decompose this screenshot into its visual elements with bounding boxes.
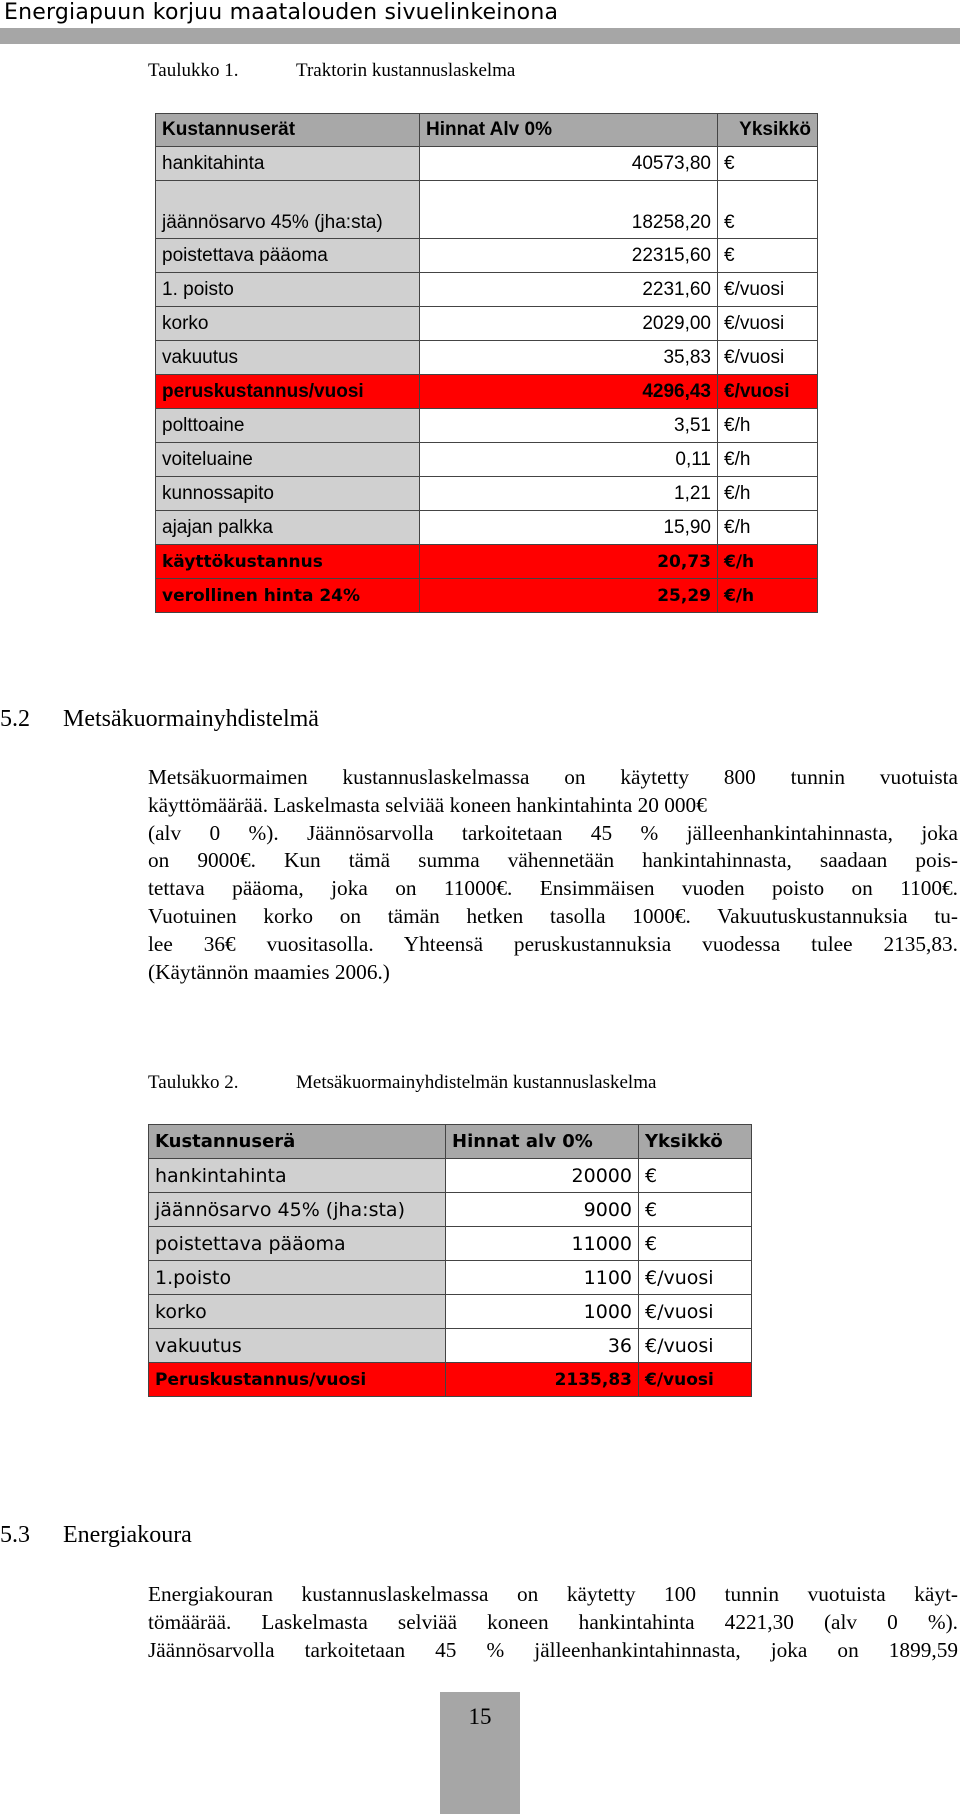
row-name: voiteluaine xyxy=(156,443,420,477)
table1-caption xyxy=(148,60,515,82)
header-bar xyxy=(0,28,960,44)
row-name: käyttökustannus xyxy=(156,545,420,579)
table-row xyxy=(156,181,818,239)
row-value: 2029,00 xyxy=(420,307,718,341)
table-row xyxy=(149,1261,752,1295)
table-row-highlight xyxy=(156,375,818,409)
row-unit: €/h xyxy=(718,443,818,477)
tractor-cost-table xyxy=(155,113,818,613)
table1-caption-text: Traktorin kustannuslaskelma xyxy=(296,60,516,81)
paragraph-line: Metsäkuormaimen kustannuslaskelmassa on käytetty 800 tunnin vuotuista xyxy=(148,765,958,789)
row-name: vakuutus xyxy=(156,341,420,375)
section-5-3-paragraph xyxy=(148,1581,958,1664)
table-row-highlight xyxy=(156,579,818,613)
table-row xyxy=(156,511,818,545)
row-value: 2135,83 xyxy=(446,1363,639,1397)
table-header-row xyxy=(149,1125,752,1159)
table-row xyxy=(149,1193,752,1227)
row-unit: €/vuosi xyxy=(718,341,818,375)
section-title: Energiakoura xyxy=(63,1522,192,1548)
paragraph-line: (Käytännön maamies 2006.) xyxy=(148,959,390,984)
row-name: kunnossapito xyxy=(156,477,420,511)
row-value: 1,21 xyxy=(420,477,718,511)
row-unit: € xyxy=(718,181,818,239)
row-unit: €/vuosi xyxy=(639,1295,752,1329)
row-name: korko xyxy=(149,1295,446,1329)
table2-caption-text: Metsäkuormainyhdistelmän kustannuslaskelma xyxy=(296,1072,657,1093)
row-value: 22315,60 xyxy=(420,239,718,273)
row-unit: €/vuosi xyxy=(718,273,818,307)
header-unit: Yksikkö xyxy=(718,114,818,147)
section-5-3-heading xyxy=(0,1522,192,1549)
row-value: 1000 xyxy=(446,1295,639,1329)
page-number-box xyxy=(440,1692,520,1814)
paragraph-line: on 9000€. Kun tämä summa vähennetään hankintahinnasta, saadaan pois- xyxy=(148,848,958,873)
row-name: poistettava pääoma xyxy=(149,1227,446,1261)
table-row xyxy=(149,1227,752,1261)
row-unit: € xyxy=(639,1159,752,1193)
row-name: korko xyxy=(156,307,420,341)
paragraph-line: käyttömäärää. Laskelmasta selviää koneen hankintahinta 20 000€ xyxy=(148,792,707,817)
running-header-title: Energiapuun korjuu maatalouden sivuelinkeinona xyxy=(4,0,559,25)
section-5-2-paragraph xyxy=(148,764,958,986)
table-row xyxy=(149,1329,752,1363)
table-row xyxy=(156,409,818,443)
paragraph-line: (alv 0 %). Jäännösarvolla tarkoitetaan 45 % jälleenhankintahinnasta, joka xyxy=(148,820,958,845)
loader-cost-table xyxy=(148,1124,752,1397)
row-value: 25,29 xyxy=(420,579,718,613)
section-number: 5.3 xyxy=(0,1522,30,1548)
row-value: 20000 xyxy=(446,1159,639,1193)
row-name: jäännösarvo 45% (jha:sta) xyxy=(149,1193,446,1227)
row-unit: €/h xyxy=(718,545,818,579)
row-name: 1.poisto xyxy=(149,1261,446,1295)
row-name: verollinen hinta 24% xyxy=(156,579,420,613)
row-value: 18258,20 xyxy=(420,181,718,239)
table-row xyxy=(156,147,818,181)
row-value: 9000 xyxy=(446,1193,639,1227)
table-row xyxy=(149,1295,752,1329)
table-row-highlight xyxy=(156,545,818,579)
row-name: 1. poisto xyxy=(156,273,420,307)
row-value: 15,90 xyxy=(420,511,718,545)
row-unit: €/h xyxy=(718,579,818,613)
row-value: 40573,80 xyxy=(420,147,718,181)
header-prices: Hinnat alv 0% xyxy=(446,1125,639,1159)
header-prices: Hinnat Alv 0% xyxy=(420,114,718,147)
row-value: 4296,43 xyxy=(420,375,718,409)
section-title: Metsäkuormainyhdistelmä xyxy=(63,706,319,732)
row-value: 20,73 xyxy=(420,545,718,579)
table-row xyxy=(156,239,818,273)
section-5-2-heading xyxy=(0,706,319,733)
header-cost-items: Kustannuserät xyxy=(156,114,420,147)
row-name: peruskustannus/vuosi xyxy=(156,375,420,409)
paragraph-line: Jäännösarvolla tarkoitetaan 45 % jälleenhankintahinnasta, joka on 1899,59 xyxy=(148,1637,958,1662)
row-unit: €/h xyxy=(718,477,818,511)
table1-caption-number: Taulukko 1. xyxy=(148,60,239,81)
row-name: jäännösarvo 45% (jha:sta) xyxy=(156,181,420,239)
section-number: 5.2 xyxy=(0,706,30,732)
header-unit: Yksikkö xyxy=(639,1125,752,1159)
row-unit: € xyxy=(718,147,818,181)
table-row xyxy=(156,273,818,307)
paragraph-line: Energiakouran kustannuslaskelmassa on käytetty 100 tunnin vuotuista käyt- xyxy=(148,1582,958,1606)
row-name: ajajan palkka xyxy=(156,511,420,545)
row-name: hankitahinta xyxy=(156,147,420,181)
row-unit: €/vuosi xyxy=(639,1329,752,1363)
row-unit: €/vuosi xyxy=(639,1261,752,1295)
row-value: 11000 xyxy=(446,1227,639,1261)
table2-caption xyxy=(148,1072,656,1094)
table-header-row xyxy=(156,114,818,147)
row-unit: €/h xyxy=(718,409,818,443)
table-row xyxy=(156,477,818,511)
row-name: hankintahinta xyxy=(149,1159,446,1193)
header-cost-item: Kustannuserä xyxy=(149,1125,446,1159)
table-row-highlight xyxy=(149,1363,752,1397)
table-row xyxy=(156,341,818,375)
paragraph-line: lee 36€ vuositasolla. Yhteensä peruskustannuksia vuodessa tulee 2135,83. xyxy=(148,931,958,956)
table2-caption-number: Taulukko 2. xyxy=(148,1072,239,1093)
row-unit: € xyxy=(639,1227,752,1261)
table-row xyxy=(149,1159,752,1193)
row-name: polttoaine xyxy=(156,409,420,443)
row-value: 0,11 xyxy=(420,443,718,477)
row-name: vakuutus xyxy=(149,1329,446,1363)
row-value: 3,51 xyxy=(420,409,718,443)
table-row xyxy=(156,307,818,341)
row-unit: € xyxy=(639,1193,752,1227)
row-name: Peruskustannus/vuosi xyxy=(149,1363,446,1397)
row-value: 35,83 xyxy=(420,341,718,375)
row-unit: €/vuosi xyxy=(639,1363,752,1397)
paragraph-line: Vuotuinen korko on tämän hetken tasolla 1000€. Vakuutuskustannuksia tu- xyxy=(148,903,958,928)
row-value: 2231,60 xyxy=(420,273,718,307)
row-unit: €/vuosi xyxy=(718,307,818,341)
row-value: 36 xyxy=(446,1329,639,1363)
row-name: poistettava pääoma xyxy=(156,239,420,273)
page-number: 15 xyxy=(468,1704,492,1729)
row-unit: €/h xyxy=(718,511,818,545)
row-unit: €/vuosi xyxy=(718,375,818,409)
paragraph-line: tömäärää. Laskelmasta selviää koneen hankintahinta 4221,30 (alv 0 %). xyxy=(148,1609,958,1634)
paragraph-line: tettava pääoma, joka on 11000€. Ensimmäisen vuoden poisto on 1100€. xyxy=(148,876,958,901)
row-value: 1100 xyxy=(446,1261,639,1295)
row-unit: € xyxy=(718,239,818,273)
table-row xyxy=(156,443,818,477)
